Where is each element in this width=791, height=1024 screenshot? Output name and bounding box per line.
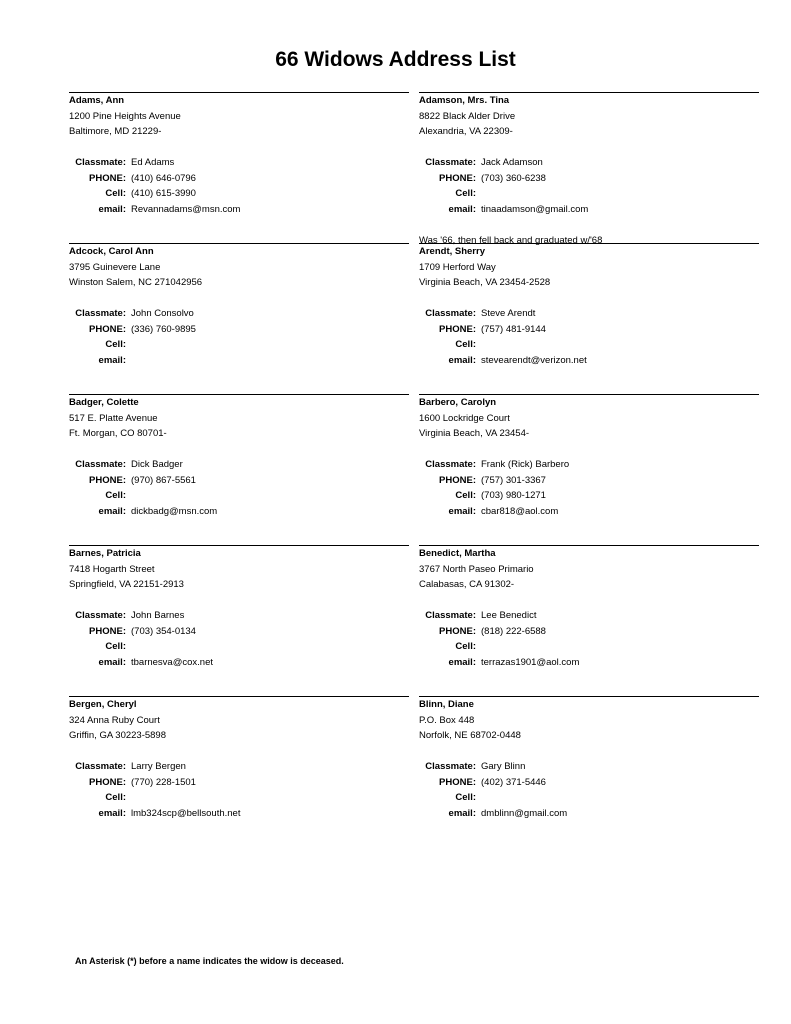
phone-row bbox=[69, 624, 409, 640]
address-line-2: Winston Salem, NC 271042956 bbox=[69, 277, 203, 288]
email-row bbox=[419, 655, 759, 671]
phone-value: (770) 228-1501 bbox=[131, 776, 196, 788]
classmate-label: Classmate: bbox=[425, 157, 476, 168]
address-line-1: 324 Anna Ruby Court bbox=[69, 714, 160, 726]
phone-value: (402) 371-5446 bbox=[481, 776, 546, 788]
phone-value: (757) 481-9144 bbox=[481, 323, 546, 335]
classmate-row bbox=[69, 306, 409, 322]
classmate-value: Gary Blinn bbox=[481, 761, 526, 772]
phone-row bbox=[419, 624, 759, 640]
classmate-row bbox=[419, 306, 759, 322]
widow-name: Benedict, Martha bbox=[419, 548, 496, 559]
cell-label: Cell: bbox=[455, 490, 476, 501]
address-line-2: Virginia Beach, VA 23454- bbox=[419, 428, 530, 439]
classmate-row bbox=[419, 608, 759, 624]
email-label: email: bbox=[98, 203, 126, 215]
spacer bbox=[419, 442, 759, 458]
phone-value: (703) 354-0134 bbox=[131, 625, 196, 637]
widow-entry bbox=[419, 394, 759, 519]
cell-row bbox=[419, 337, 759, 353]
widow-entry bbox=[419, 696, 759, 821]
classmate-label: Classmate: bbox=[425, 761, 476, 772]
widow-name: Bergen, Cheryl bbox=[69, 699, 137, 710]
cell-label: Cell: bbox=[105, 792, 126, 803]
email-row bbox=[69, 504, 409, 520]
classmate-label: Classmate: bbox=[75, 761, 126, 772]
phone-label: PHONE: bbox=[89, 323, 126, 335]
address-line-2: Baltimore, MD 21229- bbox=[69, 126, 162, 137]
cell-row bbox=[419, 790, 759, 806]
widow-entry bbox=[69, 545, 409, 670]
widow-entry bbox=[69, 92, 409, 217]
spacer bbox=[419, 291, 759, 307]
spacer bbox=[69, 140, 409, 156]
address-line-2: Calabasas, CA 91302- bbox=[419, 579, 515, 590]
email-row bbox=[69, 353, 409, 369]
address-line-1: 3767 North Paseo Primario bbox=[419, 563, 534, 575]
cell-label: Cell: bbox=[455, 339, 476, 350]
classmate-row bbox=[419, 155, 759, 171]
cell-value: (410) 615-3990 bbox=[131, 188, 196, 199]
phone-label: PHONE: bbox=[439, 625, 476, 637]
cell-label: Cell: bbox=[455, 792, 476, 803]
classmate-label: Classmate: bbox=[75, 459, 126, 470]
email-label: email: bbox=[448, 807, 476, 819]
phone-row bbox=[419, 775, 759, 791]
email-label: email: bbox=[98, 656, 126, 668]
cell-label: Cell: bbox=[105, 339, 126, 350]
email-label: email: bbox=[448, 656, 476, 668]
email-value: tbarnesva@cox.net bbox=[131, 656, 213, 668]
email-value: lmb324scp@bellsouth.net bbox=[131, 807, 241, 819]
address-line-2: Virginia Beach, VA 23454-2528 bbox=[419, 277, 551, 288]
footer-note: An Asterisk (*) before a name indicates the widow is deceased. bbox=[75, 956, 344, 966]
widow-entry bbox=[69, 394, 409, 519]
address-line-1: 1200 Pine Heights Avenue bbox=[69, 110, 181, 122]
widow-name: Adcock, Carol Ann bbox=[69, 246, 154, 257]
cell-row bbox=[419, 488, 759, 504]
phone-row bbox=[419, 322, 759, 338]
cell-row bbox=[69, 639, 409, 655]
classmate-value: Dick Badger bbox=[131, 459, 183, 470]
phone-row bbox=[69, 322, 409, 338]
widow-name: Arendt, Sherry bbox=[419, 246, 485, 257]
cell-row bbox=[69, 186, 409, 202]
phone-label: PHONE: bbox=[439, 323, 476, 335]
address-line-1: 3795 Guinevere Lane bbox=[69, 261, 161, 273]
classmate-row bbox=[69, 608, 409, 624]
widow-name: Adamson, Mrs. Tina bbox=[419, 95, 510, 106]
phone-row bbox=[69, 473, 409, 489]
address-line-1: 8822 Black Alder Drive bbox=[419, 110, 516, 122]
email-label: email: bbox=[448, 203, 476, 215]
phone-label: PHONE: bbox=[89, 776, 126, 788]
classmate-value: Larry Bergen bbox=[131, 761, 186, 772]
address-line-1: 7418 Hogarth Street bbox=[69, 563, 155, 575]
widow-name: Barbero, Carolyn bbox=[419, 397, 497, 408]
email-value: tinaadamson@gmail.com bbox=[481, 203, 589, 215]
email-row bbox=[419, 504, 759, 520]
email-value: Revannadams@msn.com bbox=[131, 203, 241, 215]
phone-label: PHONE: bbox=[89, 172, 126, 184]
classmate-value: John Consolvo bbox=[131, 308, 194, 319]
classmate-value: Ed Adams bbox=[131, 157, 175, 168]
classmate-label: Classmate: bbox=[75, 610, 126, 621]
phone-row bbox=[69, 775, 409, 791]
cell-row bbox=[69, 337, 409, 353]
cell-row bbox=[69, 488, 409, 504]
classmate-value: Lee Benedict bbox=[481, 610, 537, 621]
phone-row bbox=[69, 171, 409, 187]
address-line-1: 1600 Lockridge Court bbox=[419, 412, 510, 424]
widow-entry bbox=[69, 243, 409, 368]
widow-entry bbox=[69, 696, 409, 821]
cell-label: Cell: bbox=[455, 641, 476, 652]
spacer bbox=[419, 593, 759, 609]
classmate-label: Classmate: bbox=[425, 459, 476, 470]
email-value: cbar818@aol.com bbox=[481, 505, 559, 517]
classmate-label: Classmate: bbox=[425, 308, 476, 319]
email-row bbox=[419, 806, 759, 822]
email-value: terrazas1901@aol.com bbox=[481, 656, 580, 668]
phone-value: (336) 760-9895 bbox=[131, 323, 196, 335]
classmate-label: Classmate: bbox=[75, 157, 126, 168]
widow-name: Badger, Colette bbox=[69, 397, 139, 408]
classmate-value: Frank (Rick) Barbero bbox=[481, 459, 570, 470]
classmate-row bbox=[69, 155, 409, 171]
classmate-label: Classmate: bbox=[425, 610, 476, 621]
address-line-2: Springfield, VA 22151-2913 bbox=[69, 579, 184, 590]
email-label: email: bbox=[448, 354, 476, 366]
address-line-1: P.O. Box 448 bbox=[419, 714, 475, 726]
cell-row bbox=[69, 790, 409, 806]
classmate-value: John Barnes bbox=[131, 610, 185, 621]
cell-row bbox=[419, 186, 759, 202]
cell-label: Cell: bbox=[105, 641, 126, 652]
email-value: stevearendt@verizon.net bbox=[481, 354, 587, 366]
entry-note: Was '66, then fell back and graduated w/'68 bbox=[419, 234, 603, 246]
email-row bbox=[69, 806, 409, 822]
email-row bbox=[69, 655, 409, 671]
phone-label: PHONE: bbox=[89, 625, 126, 637]
classmate-row bbox=[419, 759, 759, 775]
email-row bbox=[419, 202, 759, 218]
phone-value: (410) 646-0796 bbox=[131, 172, 196, 184]
email-label: email: bbox=[98, 505, 126, 517]
widow-name: Blinn, Diane bbox=[419, 699, 474, 710]
address-line-2: Norfolk, NE 68702-0448 bbox=[419, 730, 521, 741]
email-row bbox=[69, 202, 409, 218]
classmate-row bbox=[69, 759, 409, 775]
spacer bbox=[69, 744, 409, 760]
phone-label: PHONE: bbox=[439, 474, 476, 486]
phone-label: PHONE: bbox=[89, 474, 126, 486]
phone-value: (703) 360-6238 bbox=[481, 172, 546, 184]
spacer bbox=[419, 744, 759, 760]
email-label: email: bbox=[98, 354, 126, 366]
widow-name: Barnes, Patricia bbox=[69, 548, 141, 559]
email-value: dmblinn@gmail.com bbox=[481, 807, 568, 819]
email-row bbox=[419, 353, 759, 369]
widow-entry bbox=[419, 545, 759, 670]
cell-label: Cell: bbox=[105, 188, 126, 199]
address-line-1: 517 E. Platte Avenue bbox=[69, 412, 158, 424]
spacer bbox=[69, 291, 409, 307]
phone-value: (757) 301-3367 bbox=[481, 474, 546, 486]
email-label: email: bbox=[448, 505, 476, 517]
spacer bbox=[419, 140, 759, 156]
classmate-row bbox=[69, 457, 409, 473]
classmate-row bbox=[419, 457, 759, 473]
widow-name: Adams, Ann bbox=[69, 95, 125, 106]
phone-row bbox=[419, 171, 759, 187]
widow-entry bbox=[419, 92, 759, 248]
spacer bbox=[69, 442, 409, 458]
classmate-value: Jack Adamson bbox=[481, 157, 543, 168]
widow-entry bbox=[419, 243, 759, 368]
phone-value: (818) 222-6588 bbox=[481, 625, 546, 637]
phone-row bbox=[419, 473, 759, 489]
phone-value: (970) 867-5561 bbox=[131, 474, 196, 486]
spacer bbox=[419, 217, 759, 233]
email-label: email: bbox=[98, 807, 126, 819]
cell-row bbox=[419, 639, 759, 655]
page-title: 66 Widows Address List bbox=[275, 48, 516, 71]
address-line-1: 1709 Herford Way bbox=[419, 261, 496, 273]
classmate-label: Classmate: bbox=[75, 308, 126, 319]
address-line-2: Alexandria, VA 22309- bbox=[419, 126, 513, 137]
email-value: dickbadg@msn.com bbox=[131, 505, 218, 517]
address-line-2: Griffin, GA 30223-5898 bbox=[69, 730, 166, 741]
cell-label: Cell: bbox=[455, 188, 476, 199]
cell-value: (703) 980-1271 bbox=[481, 490, 546, 501]
phone-label: PHONE: bbox=[439, 776, 476, 788]
cell-label: Cell: bbox=[105, 490, 126, 501]
phone-label: PHONE: bbox=[439, 172, 476, 184]
classmate-value: Steve Arendt bbox=[481, 308, 536, 319]
spacer bbox=[69, 593, 409, 609]
address-line-2: Ft. Morgan, CO 80701- bbox=[69, 428, 167, 439]
